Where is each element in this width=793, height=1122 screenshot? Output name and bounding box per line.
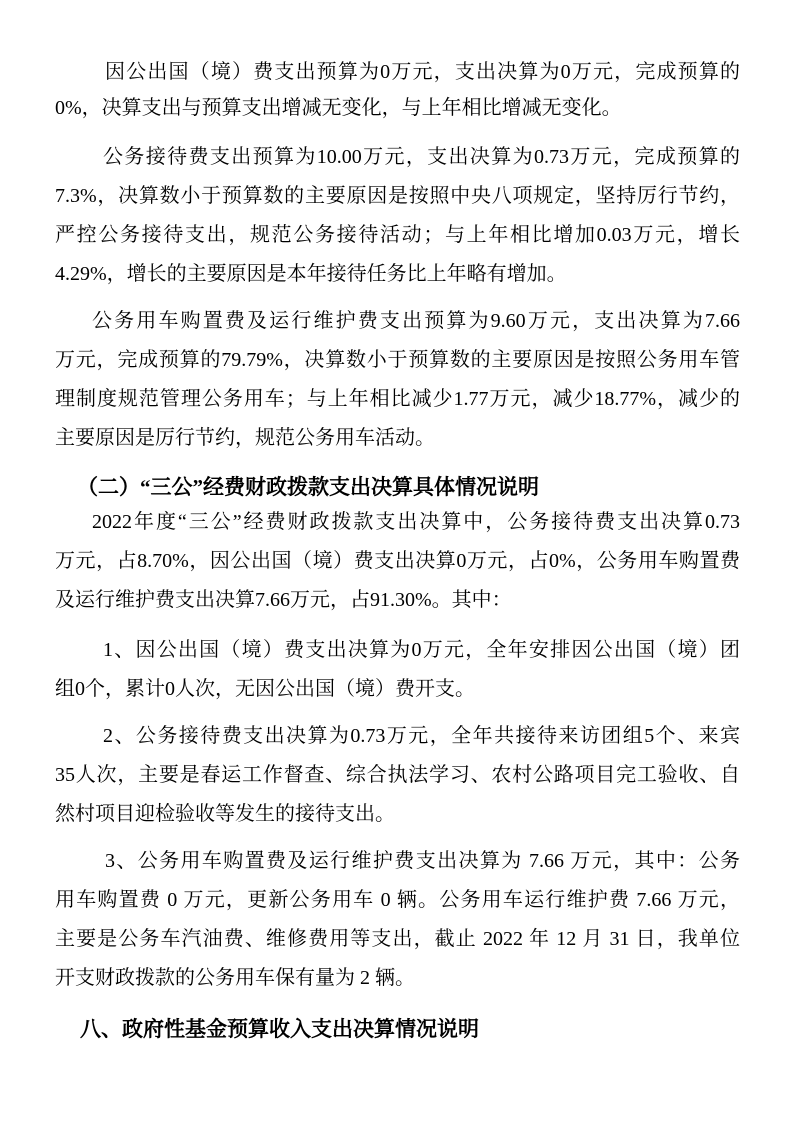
text-line: 开支财政拨款的公务用车保有量为 2 辆。 [55,967,415,989]
text-line: 万元，完成预算的79.79%，决算数小于预算数的主要原因是按照公务用车管 [55,349,740,371]
text-line: 2、公务接待费支出决算为0.73万元，全年共接待来访团组5个、来宾 [103,725,740,747]
list-item-reception [55,717,740,834]
text-line: 2022年度“三公”经费财政拨款支出决算中，公务接待费支出决算0.73 [92,511,740,533]
paragraph-reception [55,138,740,294]
text-line: 公务用车购置费及运行维护费支出预算为9.60万元，支出决算为7.66 [92,310,740,332]
text-line: 严控公务接待支出，规范公务接待活动；与上年相比增加0.03万元，增长 [55,224,740,246]
section-heading-text: （二）“三公”经费财政拨款支出决算具体情况说明 [77,475,539,499]
section-heading-8 [55,1010,740,1049]
section-heading-text: 八、政府性基金预算收入支出决算情况说明 [80,1017,479,1041]
list-item-official-vehicles [55,842,740,998]
list-item-overseas-travel [55,631,740,709]
text-line: 35人次，主要是春运工作督查、综合执法学习、农村公路项目完工验收、自 [55,764,740,786]
paragraph-official-vehicles [55,302,740,458]
paragraph-overseas-travel [55,54,740,126]
text-line: 用车购置费 0 万元，更新公务用车 0 辆。公务用车运行维护费 7.66 万元， [55,889,740,911]
text-line: 3、公务用车购置费及运行维护费支出决算为 7.66 万元，其中：公务 [105,850,740,872]
text-line: 4.29%，增长的主要原因是本年接待任务比上年略有增加。 [55,263,567,285]
text-line: 主要是公务车汽油费、维修费用等支出，截止 2022 年 12 月 31 日，我单位 [55,928,740,950]
text-line: 0%，决算支出与预算支出增减无变化，与上年相比增减无变化。 [55,97,622,119]
text-line: 公务接待费支出预算为10.00万元，支出决算为0.73万元，完成预算的 [103,146,740,168]
text-line: 然村项目迎检验收等发生的接待支出。 [55,803,395,825]
text-line: 主要原因是厉行节约，规范公务用车活动。 [55,427,435,449]
section-heading-2 [55,468,740,507]
text-line: 万元，占8.70%，因公出国（境）费支出决算0万元，占0%，公务用车购置费 [55,550,740,572]
text-line: 组0个，累计0人次，无因公出国（境）费开支。 [55,678,475,700]
text-line: 7.3%，决算数小于预算数的主要原因是按照中央八项规定，坚持厉行节约， [55,185,740,207]
text-line: 理制度规范管理公务用车；与上年相比减少1.77万元，减少18.77%，减少的 [55,388,740,410]
text-line: 及运行维护费支出决算7.66万元，占91.30%。其中： [55,589,512,611]
paragraph-summary [55,503,740,620]
text-line: 1、因公出国（境）费支出决算为0万元，全年安排因公出国（境）团 [103,639,740,661]
text-line: 因公出国（境）费支出预算为0万元，支出决算为0万元，完成预算的 [105,61,740,83]
